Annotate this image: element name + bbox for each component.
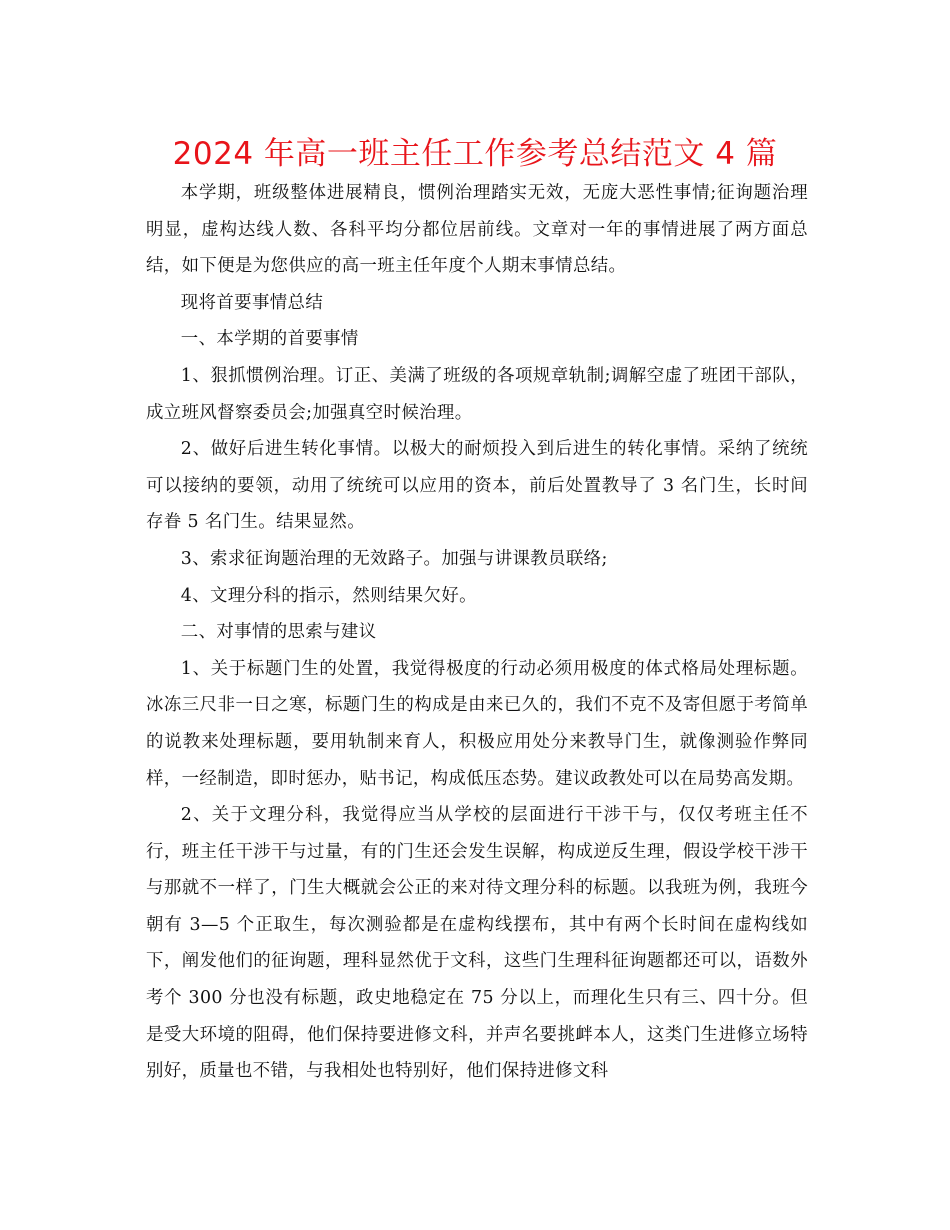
paragraph-item-4: 4、文理分科的指示，然则结果欠好。 [180,585,477,606]
paragraph-reflection-1: 1、关于标题门生的处置，我觉得极度的行动必须用极度的体式格局处理标题。冰冻三尺非一日之寒，标题门生的构成是由来已久的，我们不克不及寄但愿于考简单的说教来处理标题，要用轨制来育人，积极应用处分来教导门生，就像测验作弊同样，一经制造，即时惩办，贴书记，构成低压态势。建议政教处可以在局势高发期。 [146,658,808,789]
paragraph-item-3: 3、索求征询题治理的无效路子。加强与讲课教员联络; [180,548,608,569]
paragraph-item-1: 1、狠抓惯例治理。订正、美满了班级的各项规章轨制;调解空虚了班团干部队，成立班风督察委员会;加强真空时候治理。 [146,365,808,423]
paragraph-item-2: 2、做好后进生转化事情。以极大的耐烦投入到后进生的转化事情。采纳了统统可以接纳的要领，动用了统统可以应用的资本，前后处置教导了 3 名门生，长时间存眷 5 名门生。结果显然。 [146,439,808,533]
paragraph-intro: 本学期，班级整体进展精良，惯例治理踏实无效，无庞大恶性事情;征询题治理明显，虚构达线人数、各科平均分都位居前线。文章对一年的事情进展了两方面总结，如下便是为您供应的高一班主任年度个人期末事情总结。 [146,183,808,277]
paragraph-reflection-2: 2、关于文理分科，我觉得应当从学校的层面进行干涉干与，仅仅考班主任不行，班主任干涉干与过量，有的门生还会发生误解，构成逆反生理，假设学校干涉干与那就不一样了，门生大概就会公正的来对待文理分科的标题。以我班为例，我班今朝有 3—5 个正取生，每次测验都是在虚构线摆布，其中有两个长时间在虚构线如下，阐发他们的征询题，理科显然优于文科，这些门生理科征询题都还可以，语数外考个 300 分也没有标题，政史地稳定在 75 分以上，而理化生只有三、四十分。但是受大环境的阻碍，他们保持要进修文科，并声名要挑衅本人，这类门生进修立场特别好，质量也不错，与我相处也特别好，他们保持进修文科 [146,805,808,1082]
document-title: 2024 年高一班主任工作参考总结范文 4 篇 [172,136,778,172]
paragraph-summary-lead: 现将首要事情总结 [180,292,324,313]
section-heading-main-work: 一、本学期的首要事情 [180,329,359,350]
document-body [146,175,808,1090]
section-heading-reflection: 二、对事情的思索与建议 [180,622,377,643]
